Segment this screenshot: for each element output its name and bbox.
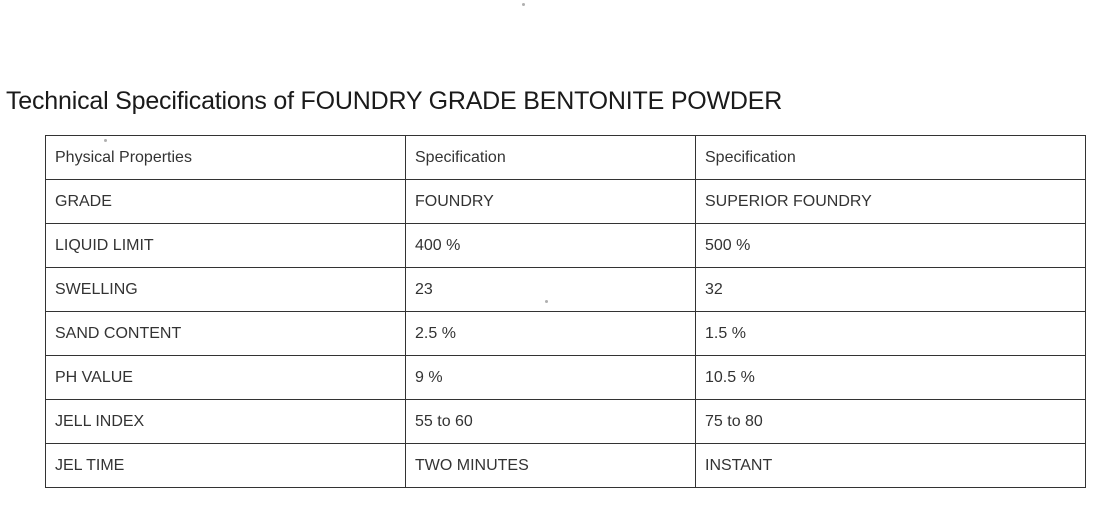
table-row — [46, 356, 1086, 400]
page-heading: Technical Specifications of FOUNDRY GRADE BENTONITE POWDER — [6, 87, 783, 115]
table-cell-property: JELL INDEX — [46, 400, 406, 444]
table-cell-value: FOUNDRY — [406, 180, 696, 224]
table-cell-property: GRADE — [46, 180, 406, 224]
table-cell-value: 32 — [696, 268, 1086, 312]
table-cell-value: SUPERIOR FOUNDRY — [696, 180, 1086, 224]
table-row — [46, 400, 1086, 444]
table-row — [46, 312, 1086, 356]
table-cell-value: 400 % — [406, 224, 696, 268]
table-cell-value: 1.5 % — [696, 312, 1086, 356]
table-cell-property: LIQUID LIMIT — [46, 224, 406, 268]
table-row — [46, 224, 1086, 268]
header-cell-specification: Specification — [406, 136, 696, 180]
table-cell-value: INSTANT — [696, 444, 1086, 488]
table-cell-value: 9 % — [406, 356, 696, 400]
table-cell-value: 2.5 % — [406, 312, 696, 356]
table-cell-value: 55 to 60 — [406, 400, 696, 444]
specifications-table — [45, 135, 1086, 488]
table-cell-value: 75 to 80 — [696, 400, 1086, 444]
table-cell-property: JEL TIME — [46, 444, 406, 488]
header-cell-physical-properties: Physical Properties — [46, 136, 406, 180]
header-cell-specification: Specification — [696, 136, 1086, 180]
table-cell-value: 23 — [406, 268, 696, 312]
table-row — [46, 268, 1086, 312]
table-cell-value: 10.5 % — [696, 356, 1086, 400]
table-cell-property: SAND CONTENT — [46, 312, 406, 356]
table-cell-property: PH VALUE — [46, 356, 406, 400]
table-header-row — [46, 136, 1086, 180]
table-row — [46, 444, 1086, 488]
stray-dot — [522, 3, 525, 6]
table-cell-value: TWO MINUTES — [406, 444, 696, 488]
table-row — [46, 180, 1086, 224]
table-cell-value: 500 % — [696, 224, 1086, 268]
table-cell-property: SWELLING — [46, 268, 406, 312]
